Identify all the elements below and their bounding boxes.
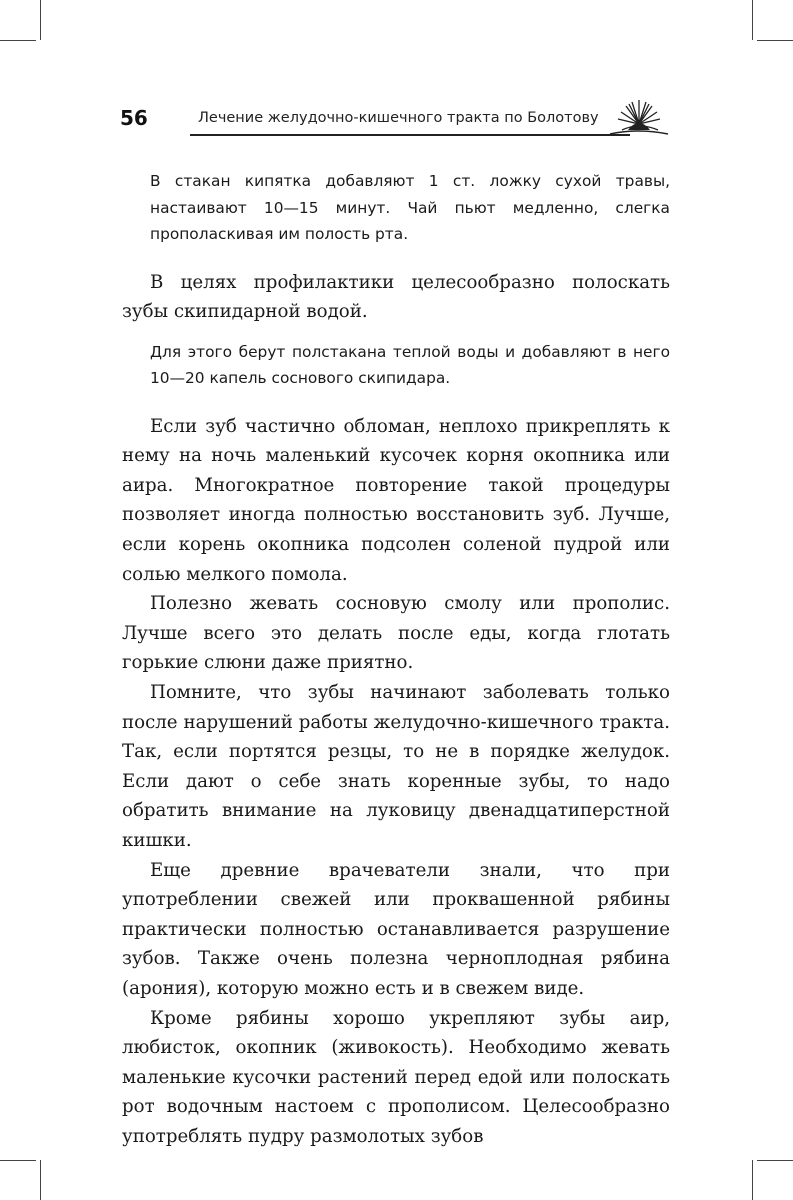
paragraph-6: Кроме рябины хорошо укрепляют зубы аир, любисток, окопник (живокость). Необходимо жевать маленькие кусочки растений перед едой или полоскать рот водочным настоем с прополисом. Целесообразно употреблять пудру размолотых зубов [122,1007,670,1147]
paragraph-2: Если зуб частично обломан, неплохо прикреплять к нему на ночь маленький кусочек корня окопника или аира. Многократное повторение такой процедуры позволяет иногда полностью восстановить зуб. Лучше, если корень окопника подсолен соленой пудрой или солью мелкого помола. [122,415,670,585]
paragraph-1: В целях профилактики целесообразно полоскать зубы скипидарной водой. [122,271,670,323]
paragraph-4: Помните, что зубы начинают заболевать только после нарушений работы желудочно-кишечного тракта. Так, если портятся резцы, то не в порядке желудок. Если дают о себе знать коренные зубы, то надо обратить внимание на луковицу двенадцатиперстной кишки. [122,682,670,851]
crop-mark-top-left-h [0,40,36,41]
paragraph-3: Полезно жевать сосновую смолу или прополис. Лучше всего это делать после еды, когда глотать горькие слюни даже приятно. [122,593,670,674]
page-header [120,104,670,138]
recipe-note-1: В стакан кипятка добавляют 1 ст. ложку сухой травы, настаивают 10—15 минут. Чай пьют медленно, слегка прополаскивая им полость рта. [150,172,670,243]
crop-mark-top-right-h [757,40,793,41]
body-text [122,165,670,1152]
running-title: Лечение желудочно-кишечного тракта по Болотову [198,110,599,126]
crop-mark-top-right [752,0,753,40]
page-number: 56 [120,106,148,130]
crop-mark-top-left [40,0,41,40]
paragraph-5: Еще древние врачеватели знали, что при употреблении свежей или проквашенной рябины практически полностью останавливается разрушение зубов. Также очень полезна черноплодная рябина (арония), которую можно есть и в свежем виде. [122,859,670,999]
crop-mark-bottom-left-h [0,1160,36,1161]
header-rule [190,134,630,136]
recipe-note-2: Для этого берут полстакана теплой воды и добавляют в него 10—20 капель соснового скипидара. [150,342,670,388]
crop-mark-bottom-left [40,1160,41,1200]
crop-mark-bottom-right-h [757,1160,793,1161]
crop-mark-bottom-right [752,1160,753,1200]
sun-rays-ornament-icon [608,94,670,140]
